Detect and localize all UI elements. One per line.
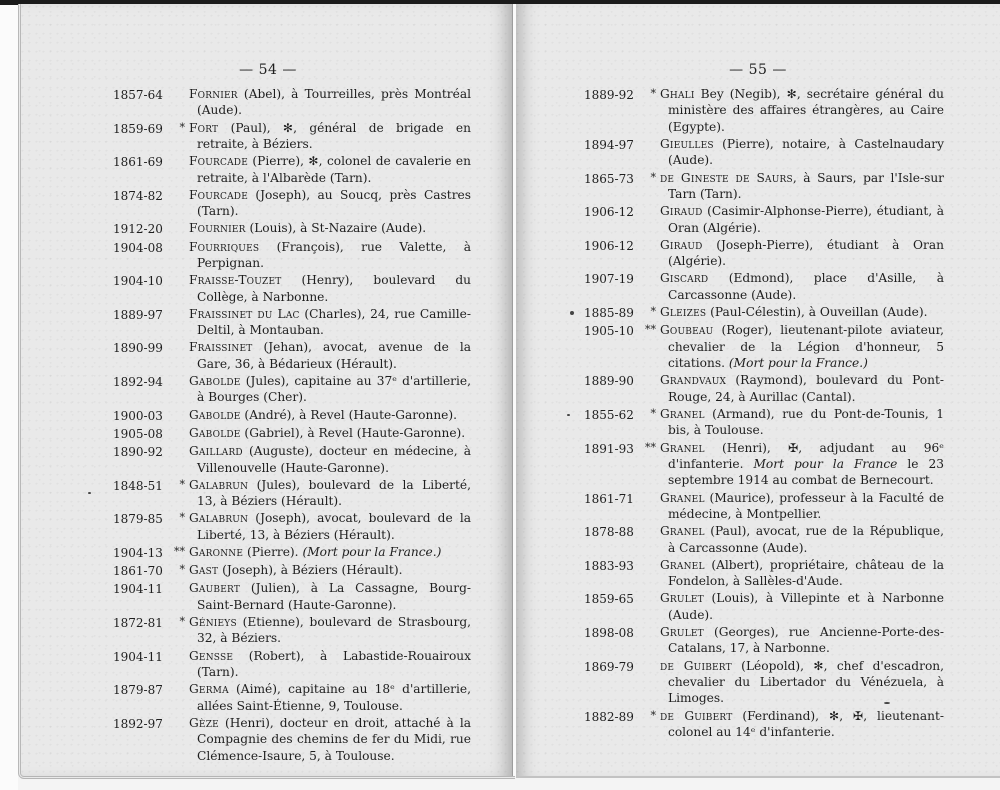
entry-details: (Edmond), place d'Asille, à Carcassonne (Aude). [668, 271, 944, 302]
entry-details: (Joseph), avocat, boulevard de la Liberté, 13, à Béziers (Hérault). [197, 511, 471, 542]
entry-note: Mort pour la France [753, 456, 898, 471]
entry-marker [638, 237, 660, 270]
entry-marker [638, 372, 660, 405]
entry-marker [638, 203, 660, 236]
entry-marker [638, 523, 660, 556]
entry-text [660, 86, 946, 135]
entry-details: (Louis), à Villepinte et à Narbonne (Aude). [668, 591, 944, 622]
entry-marker: ** [174, 544, 185, 558]
entry-years: 1859-65 [584, 592, 634, 607]
entry-marker: * [179, 120, 185, 134]
entry-surname: Ghali [660, 87, 695, 101]
entry-surname: Gieulles [660, 137, 714, 152]
entry-text [189, 544, 473, 561]
entry-surname: Goubeau [660, 323, 714, 338]
entry-text [189, 339, 473, 372]
entry-years: 1872-81 [113, 615, 163, 630]
ink-speck [570, 311, 574, 315]
entry-years: 1874-82 [113, 188, 163, 203]
list-item [584, 86, 946, 135]
entry-years: 1878-88 [584, 525, 634, 540]
list-item [584, 658, 946, 707]
list-item [584, 136, 946, 169]
entry-text [189, 120, 473, 153]
list-item [113, 544, 473, 561]
entry-surname: Granel [660, 524, 705, 539]
entry-years: 1885-89 [584, 306, 634, 321]
entry-details: (Ferdinand), ✻, ✠, lieutenant-colonel au 14ᵉ d'infanterie. [668, 708, 945, 739]
entry-details: (Pierre), notaire, à Castelnaudary (Aude). [668, 137, 944, 168]
entry-text [660, 490, 946, 523]
entry-details: , à Saurs, par l'Isle-sur Tarn (Tarn). [668, 170, 944, 202]
entry-text [660, 624, 946, 657]
entry-text [660, 237, 946, 270]
entry-details: (Joseph-Pierre), étudiant à Oran (Algérie). [668, 237, 944, 269]
entry-surname: Giraud [660, 237, 703, 252]
list-item [113, 648, 473, 681]
entry-details: (Henri), ✠, adjudant au 96ᵉ d'infanterie. [668, 440, 944, 471]
entry-text [660, 170, 946, 203]
list-item [113, 407, 473, 424]
entry-marker [167, 407, 189, 424]
entry-details: Bey (Negib), ✻, secrétaire général du ministère des affaires étrangères, au Caire (Egypte). [668, 87, 944, 134]
entry-marker [167, 373, 189, 406]
entry-details: (Jules), boulevard de la Liberté, 13, à Béziers (Hérault). [197, 477, 471, 509]
entry-note: (Mort pour la France.) [728, 356, 868, 371]
list-item [113, 306, 473, 339]
entry-surname: Génieys [189, 614, 237, 629]
entry-details: (Henri), docteur en droit, attaché à la Compagnie des chemins de fer du Midi, rue Clémence-Isaure, 5, à Toulouse. [197, 715, 471, 763]
entry-details: (Henry), boulevard du Collège, à Narbonne. [197, 273, 471, 304]
list-item [584, 590, 946, 623]
entry-marker: ** [645, 323, 656, 337]
ink-speck [884, 702, 890, 704]
list-item [113, 373, 473, 406]
entry-marker [638, 490, 660, 523]
entry-text [189, 425, 473, 442]
entry-list [113, 86, 473, 765]
entry-surname: de Guibert [660, 658, 732, 673]
entry-years: 1879-85 [113, 512, 163, 527]
entry-text [660, 372, 946, 405]
entry-list [584, 86, 946, 741]
entry-text [660, 304, 946, 321]
entry-marker: * [650, 305, 656, 319]
entry-text [189, 153, 473, 186]
entry-text [189, 306, 473, 339]
entry-details: (Paul-Célestin), à Ouveillan (Aude). [706, 305, 928, 320]
entry-surname: Gensse [189, 648, 234, 663]
entry-surname: Granel [660, 490, 705, 505]
list-item [113, 681, 473, 714]
entry-years: 1906-12 [584, 205, 634, 220]
entry-surname: Fournier [189, 221, 246, 236]
entry-marker: * [179, 563, 185, 577]
entry-years: 1889-97 [113, 307, 163, 322]
entry-years: 1889-90 [584, 374, 634, 389]
entry-marker [167, 681, 189, 714]
entry-marker [167, 153, 189, 186]
list-item [584, 440, 946, 489]
entry-marker [167, 339, 189, 372]
list-item [113, 715, 473, 764]
entry-details: (Raymond), boulevard du Pont-Rouge, 24, à Aurillac (Cantal). [668, 373, 944, 404]
entry-text [189, 272, 473, 305]
list-item [113, 86, 473, 119]
entry-text [189, 373, 473, 406]
entry-marker: ** [645, 440, 656, 454]
entry-surname: Fraissinet du Lac [189, 306, 300, 321]
entry-text [189, 681, 473, 714]
page-number: — 55 — [729, 62, 787, 78]
left-page [18, 4, 515, 779]
list-item [113, 339, 473, 372]
list-item [113, 425, 473, 442]
entry-years: 1890-99 [113, 341, 163, 356]
entry-years: 1900-03 [113, 408, 163, 423]
entry-details: (Paul), ✻, général de brigade en retraite, à Béziers. [197, 120, 471, 152]
entry-surname: Granel [660, 557, 705, 572]
entry-surname: Gaillard [189, 444, 243, 459]
entry-surname: Galabrun [189, 477, 249, 492]
list-item [113, 239, 473, 272]
list-item [584, 304, 946, 321]
entry-surname: Giraud [660, 204, 703, 219]
scan-margin [0, 5, 18, 790]
entry-years: 1861-71 [584, 491, 634, 506]
list-item [584, 170, 946, 203]
entry-text [189, 407, 473, 424]
entry-text [189, 187, 473, 220]
entry-details: (Pierre), ✻, colonel de cavalerie en retraite, à l'Albarède (Tarn). [197, 154, 471, 185]
list-item [584, 490, 946, 523]
entry-marker: * [650, 87, 656, 100]
entry-marker [167, 443, 189, 476]
entry-text [189, 614, 473, 647]
list-item [113, 153, 473, 186]
entry-marker: * [650, 406, 656, 420]
entry-years: 1904-08 [113, 240, 163, 255]
entry-surname: Gleizes [660, 305, 707, 320]
entry-marker [167, 580, 189, 613]
entry-marker [167, 715, 189, 764]
list-item [113, 562, 473, 579]
entry-details: (André), à Revel (Haute-Garonne). [240, 407, 458, 422]
entry-text [660, 406, 946, 439]
entry-marker [167, 306, 189, 339]
entry-text [189, 715, 473, 764]
list-item [584, 557, 946, 590]
entry-surname: Fraissinet [189, 340, 253, 355]
entry-details: (Albert), propriétaire, château de la Fondelon, à Sallèles-d'Aude. [668, 557, 944, 589]
list-item [584, 406, 946, 439]
entry-details: (Jehan), avocat, avenue de la Gare, 36, à Bédarieux (Hérault). [197, 340, 471, 371]
entry-marker: * [179, 614, 185, 628]
list-item [584, 523, 946, 556]
entry-years: 1861-69 [113, 155, 163, 170]
list-item [584, 708, 946, 741]
entry-years: 1861-70 [113, 564, 163, 579]
entry-marker [167, 272, 189, 305]
entry-years: 1904-10 [113, 274, 163, 289]
list-item [584, 203, 946, 236]
entry-text [660, 557, 946, 590]
entry-years: 1879-87 [113, 683, 163, 698]
right-page [516, 4, 1000, 778]
entry-details: (Léopold), ✻, chef d'escadron, chevalier du Libertador du Vénézuela, à Limoges. [668, 658, 944, 706]
entry-surname: Giscard [660, 271, 709, 286]
entry-text [189, 580, 473, 613]
entry-surname: Gaubert [189, 581, 241, 596]
entry-text [189, 648, 473, 681]
entry-years: 1865-73 [584, 171, 634, 186]
entry-surname: Granel [660, 440, 705, 455]
entry-details: (Gabriel), à Revel (Haute-Garonne). [240, 425, 466, 440]
entry-years: 1882-89 [584, 709, 634, 724]
entry-details: (Paul), avocat, rue de la République, à Carcassonne (Aude). [668, 524, 944, 555]
entry-years: 1907-19 [584, 272, 634, 287]
entry-marker [167, 648, 189, 681]
entry-details: (Jules), capitaine au 37ᵉ d'artillerie, à Bourges (Cher). [197, 374, 471, 405]
entry-details: (Casimir-Alphonse-Pierre), étudiant, à Oran (Algérie). [668, 204, 944, 235]
entry-surname: Fourriques [189, 239, 260, 254]
entry-years: 1855-62 [584, 407, 634, 422]
entry-marker [167, 187, 189, 220]
list-item [113, 443, 473, 476]
entry-details: (Joseph), au Soucq, près Castres (Tarn). [197, 187, 471, 219]
entry-years: 1890-92 [113, 445, 163, 460]
entry-years: 1905-10 [584, 324, 634, 339]
entry-details: (Roger), lieutenant-pilote aviateur, chevalier de la Légion d'honneur, 5 citations. [668, 323, 944, 371]
entry-details: (Georges), rue Ancienne-Porte-des-Catalans, 17, à Narbonne. [668, 624, 944, 656]
entry-marker: * [650, 170, 656, 184]
entry-text [660, 322, 946, 371]
entry-surname: Garonne [189, 544, 244, 559]
entry-marker [638, 136, 660, 169]
entry-surname: Gabolde [189, 374, 241, 389]
entry-surname: Fraisse-Touzet [189, 273, 282, 288]
entry-marker: * [179, 477, 185, 491]
entry-text [189, 510, 473, 543]
entry-surname: Granel [660, 406, 705, 421]
entry-text [660, 136, 946, 169]
list-item [584, 237, 946, 270]
entry-surname: Grulet [660, 591, 704, 606]
entry-years: 1848-51 [113, 478, 163, 493]
list-item [113, 220, 473, 237]
entry-years: 1891-93 [584, 441, 634, 456]
entry-years: 1904-11 [113, 649, 163, 664]
entry-text [660, 658, 946, 707]
entry-details: (Julien), à La Cassagne, Bourg-Saint-Bernard (Haute-Garonne). [197, 581, 471, 612]
entry-note: (Mort pour la France.) [302, 544, 442, 559]
list-item [113, 120, 473, 153]
entry-text [189, 477, 473, 510]
entry-surname: Gast [189, 563, 219, 578]
entry-details-cont: le 23 septembre 1914 au combat de Bernecourt. [668, 456, 944, 488]
page-number: — 54 — [239, 62, 297, 78]
entry-details: (Louis), à St-Nazaire (Aude). [245, 221, 427, 236]
entry-surname: Galabrun [189, 511, 249, 526]
entry-surname: Fourcade [189, 187, 248, 202]
list-item [584, 624, 946, 657]
entry-surname: Grandvaux [660, 373, 727, 388]
entry-details: (Maurice), professeur à la Faculté de médecine, à Montpellier. [668, 490, 944, 521]
entry-text [189, 86, 473, 119]
entry-details: (Armand), rue du Pont-de-Tounis, 1 bis, à Toulouse. [668, 406, 944, 438]
entry-marker: * [179, 511, 185, 525]
entry-details: (Pierre). [243, 544, 303, 559]
entry-surname: de Guibert [660, 708, 733, 723]
list-item [113, 614, 473, 647]
list-item [113, 580, 473, 613]
entry-text [660, 203, 946, 236]
entry-marker [167, 239, 189, 272]
entry-surname: Gèze [189, 715, 219, 730]
entry-details: (Etienne), boulevard de Strasbourg, 32, à Béziers. [197, 614, 471, 646]
entry-details: (Charles), 24, rue Camille-Deltil, à Montauban. [197, 306, 471, 338]
entry-surname: Fort [189, 120, 219, 135]
entry-years: 1869-79 [584, 659, 634, 674]
entry-text [660, 590, 946, 623]
entry-text [189, 562, 473, 579]
entry-surname: Gabolde [189, 425, 241, 440]
entry-marker [638, 270, 660, 303]
entry-years: 1892-94 [113, 375, 163, 390]
entry-marker [167, 220, 189, 237]
entry-details: (François), rue Valette, à Perpignan. [197, 239, 471, 271]
entry-years: 1904-11 [113, 582, 163, 597]
entry-marker [638, 557, 660, 590]
entry-details: (Joseph), à Béziers (Hérault). [218, 563, 403, 578]
entry-years: 1904-13 [113, 545, 163, 560]
ink-speck [567, 414, 570, 416]
entry-years: 1898-08 [584, 625, 634, 640]
entry-text [189, 239, 473, 272]
list-item [584, 372, 946, 405]
entry-years: 1889-92 [584, 88, 634, 102]
entry-years: 1892-97 [113, 716, 163, 731]
entry-text [660, 523, 946, 556]
entry-surname: Fornier [189, 87, 238, 101]
list-item [113, 477, 473, 510]
entry-text [660, 270, 946, 303]
entry-years: 1859-69 [113, 121, 163, 136]
entry-details: (Auguste), docteur en médecine, à Villenouvelle (Haute-Garonne). [197, 444, 471, 475]
entry-marker [638, 590, 660, 623]
list-item [584, 270, 946, 303]
entry-marker [167, 86, 189, 119]
entry-years: 1912-20 [113, 222, 163, 237]
ink-speck [88, 492, 91, 494]
entry-marker: * [650, 708, 656, 722]
list-item [584, 322, 946, 371]
entry-years: 1905-08 [113, 426, 163, 441]
entry-marker [167, 425, 189, 442]
entry-years: 1883-93 [584, 558, 634, 573]
entry-surname: Gabolde [189, 407, 241, 422]
entry-surname: Germa [189, 682, 229, 697]
entry-details: (Abel), à Tourreilles, près Montréal (Aude). [197, 87, 471, 118]
list-item [113, 187, 473, 220]
entry-text [189, 220, 473, 237]
entry-surname: Grulet [660, 624, 704, 639]
entry-marker [638, 624, 660, 657]
entry-surname: de Gineste de Saurs [660, 170, 793, 185]
entry-text [189, 443, 473, 476]
list-item [113, 272, 473, 305]
entry-years: 1857-64 [113, 88, 163, 102]
list-item [113, 510, 473, 543]
entry-text [660, 440, 946, 489]
entry-marker [638, 658, 660, 707]
entry-surname: Fourcade [189, 154, 248, 169]
entry-years: 1894-97 [584, 138, 634, 153]
entry-details: (Robert), à Labastide-Rouairoux (Tarn). [197, 648, 471, 679]
entry-details: (Aimé), capitaine au 18ᵉ d'artillerie, allées Saint-Étienne, 9, Toulouse. [197, 682, 471, 713]
entry-text [660, 708, 946, 741]
entry-years: 1906-12 [584, 238, 634, 253]
